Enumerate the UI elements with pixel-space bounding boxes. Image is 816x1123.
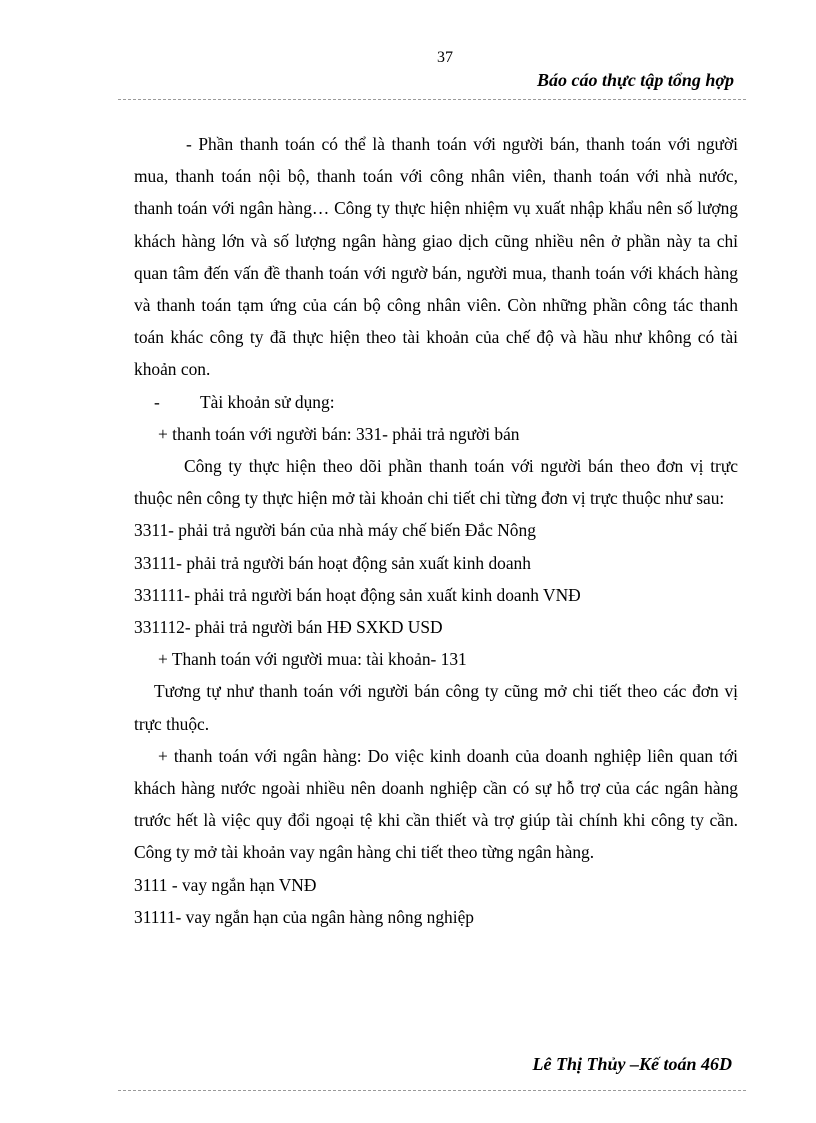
document-body [134,128,738,933]
footer-divider [118,1090,746,1091]
account-3311: 3311- phải trả người bán của nhà máy chế biến Đắc Nông [134,520,536,541]
paragraph-supplier-detail: Công ty thực hiện theo dõi phần thanh toán với người bán theo đơn vị trực thuộc nên công ty thực hiện mở tài khoản chi tiết chi từng đơn vị trực thuộc như sau: [134,456,738,509]
header-title: Báo cáo thực tập tổng hợp [537,70,734,90]
account-33111: 33111- phải trả người bán hoạt động sản xuất kinh doanh [134,552,531,573]
paragraph-payment-scope: - Phần thanh toán có thể là thanh toán với người bán, thanh toán với người mua, thanh toán nội bộ, thanh toán với công nhân viên, thanh toán với nhà nước, thanh toán với ngân hàng… Công ty thực hiện nhiệm vụ xuất nhập khẩu nên số lượng khách hàng lớn và số lượng ngân hàng giao dịch cũng nhiều nên ở phần này ta chỉ quan tâm đến vấn đề thanh toán với ngườ bán, người mua, thanh toán với khách hàng và thanh toán tạm ứng của cán bộ công nhân viên. Còn những phần công tác thanh toán khác công ty đã thực hiện theo tài khoản của chế độ và hầu như không có tài khoản con. [134,134,738,380]
account-31111: 31111- vay ngắn hạn của ngân hàng nông nghiệp [134,906,474,927]
footer-author: Lê Thị Thủy –Kế toán 46D [532,1054,732,1074]
account-331112: 331112- phải trả người bán HĐ SXKD USD [134,617,443,638]
account-3111: 3111 - vay ngắn hạn VNĐ [134,874,317,895]
account-331111: 331111- phải trả người bán hoạt động sản xuất kinh doanh VNĐ [134,584,581,605]
paragraph-buyer-detail: Tương tự như thanh toán với người bán công ty cũng mở chi tiết theo các đơn vị trực thuộc. [134,681,738,734]
paragraph-bank-payment: + thanh toán với ngân hàng: Do việc kinh doanh của doanh nghiệp liên quan tới khách hàng nước ngoài nhiều nên doanh nghiệp cần có sự hỗ trợ của các ngân hàng trước hết là việc quy đổi ngoại tệ khi cần thiết và trợ giúp tài chính khi công ty cần. Công ty mở tài khoản vay ngân hàng chi tiết theo từng ngân hàng. [134,745,738,863]
buyer-payment-heading: + Thanh toán với người mua: tài khoản- 131 [158,649,467,670]
page-number: 37 [437,49,453,66]
supplier-payment-heading: + thanh toán với người bán: 331- phải trả người bán [158,423,520,444]
accounts-used-line [134,386,738,418]
accounts-used-label: Tài khoản sử dụng: [200,391,335,412]
header-divider [118,99,746,100]
list-dash: - [154,391,160,412]
